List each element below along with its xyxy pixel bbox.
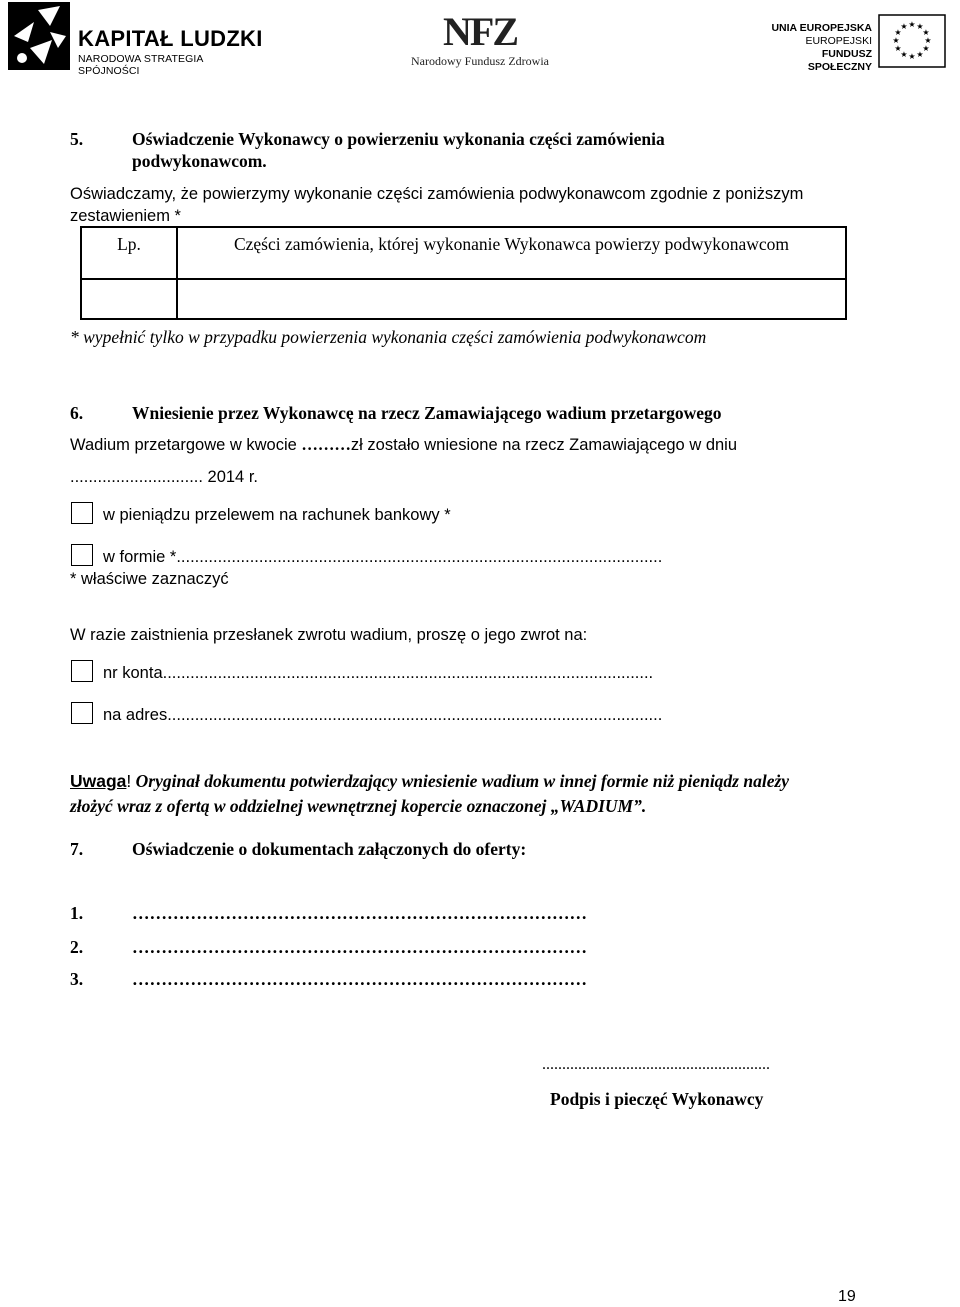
section5-footnote: * wypełnić tylko w przypadku powierzenia wykonania części zamówienia podwykonawcom [70,327,707,347]
svg-text:★: ★ [916,22,924,31]
attachment-3-number: 3. [70,969,84,989]
deposit-amount-field[interactable]: ……… [301,435,351,454]
refund-intro: W razie zaistnienia przesłanek zwrotu wadium, proszę o jego zwrot na: [70,626,588,644]
kapital-ludzki-emblem-icon [8,2,70,70]
deposit-date-line[interactable]: ............................. 2014 r. [70,468,258,486]
eu-line2: EUROPEJSKI [805,35,872,47]
deposit-amount-label: Wadium przetargowe w kwocie [70,436,297,454]
kl-title: KAPITAŁ LUDZKI [78,26,263,51]
kl-subtitle: NARODOWA STRATEGIA SPÓJNOŚCI [78,53,203,77]
transfer-checkbox[interactable] [71,502,93,524]
page-number: 19 [838,1288,856,1305]
svg-text:★: ★ [894,28,902,37]
signature-label: Podpis i pieczęć Wykonawcy [550,1089,764,1109]
attachment-3-field[interactable]: …………………………………………………………………… [132,969,587,989]
warning-text-line2: złożyć wraz z ofertą w oddzielnej wewnętrznej kopercie oznaczonej „WADIUM”. [70,796,647,816]
table-row [81,279,846,319]
section5-number: 5. [70,129,84,149]
eu-flag-icon [878,14,946,68]
attachment-1-field[interactable]: …………………………………………………………………… [132,903,587,923]
address-checkbox[interactable] [71,702,93,724]
eu-line3: FUNDUSZ SPOŁECZNY [807,48,872,73]
transfer-option-label: w pieniądzu przelewem na rachunek bankowy * [103,506,451,524]
warning-label: Uwaga [70,771,127,791]
svg-text:★: ★ [900,50,908,59]
attachment-1-number: 1. [70,903,84,923]
address-option-label: na adres............................................................................................................ [103,706,663,724]
subcontractor-table [80,226,847,320]
svg-text:★: ★ [924,36,932,45]
warning-text-line1: Oryginał dokumentu potwierdzający wniesienie wadium w innej formie niż pieniądz należy [135,771,790,791]
table-cell-lp[interactable] [81,279,177,319]
table-header-lp: Lp. [81,227,177,279]
other-form-option-label: w formie *.......................................................................................................... [103,548,663,566]
deposit-amount-suffix: zł zostało wniesione na rzecz Zamawiającego w dniu [350,436,738,454]
section5-title-line2: podwykonawcom. [132,151,267,171]
svg-text:★: ★ [908,20,916,29]
svg-text:★: ★ [900,22,908,31]
svg-text:★: ★ [894,44,902,53]
eu-text [770,22,872,74]
deposit-amount-line [70,434,737,456]
svg-text:★: ★ [922,28,930,37]
kapital-ludzki-logo [8,2,263,77]
nfz-mark: NFZ [443,9,517,54]
warning-excl: ! [126,771,132,791]
mark-note: * właściwe zaznaczyć [70,570,229,588]
account-option-label: nr konta........................................................................................................... [103,664,654,682]
eu-line1: UNIA EUROPEJSKA [771,22,872,34]
nfz-logo [405,9,555,72]
attachment-2-number: 2. [70,937,84,957]
signature-line[interactable]: ......................................................... [542,1056,770,1073]
svg-text:★: ★ [892,36,900,45]
warning-line1 [70,770,789,792]
svg-text:★: ★ [916,50,924,59]
svg-text:★: ★ [908,52,916,61]
section6-title: Wniesienie przez Wykonawcę na rzecz Zamawiającego wadium przetargowego [132,403,722,423]
section5-title-line1: Oświadczenie Wykonawcy o powierzeniu wykonania części zamówienia [132,129,665,149]
section5-intro-line1: Oświadczamy, że powierzymy wykonanie części zamówienia podwykonawcom zgodnie z poniższym [70,185,804,203]
svg-text:★: ★ [922,44,930,53]
attachment-2-field[interactable]: …………………………………………………………………… [132,937,587,957]
section6-number: 6. [70,403,84,423]
section5-intro-line2: zestawieniem * [70,207,181,225]
table-header-part: Części zamówienia, której wykonanie Wykonawca powierzy podwykonawcom [177,227,846,279]
eu-logo [770,14,950,74]
nfz-subtitle: Narodowy Fundusz Zdrowia [411,54,549,68]
table-header-row [81,227,846,279]
other-form-checkbox[interactable] [71,544,93,566]
section7-title: Oświadczenie o dokumentach załączonych do oferty: [132,839,527,859]
account-checkbox[interactable] [71,660,93,682]
table-cell-part[interactable] [177,279,846,319]
section7-number: 7. [70,839,84,859]
